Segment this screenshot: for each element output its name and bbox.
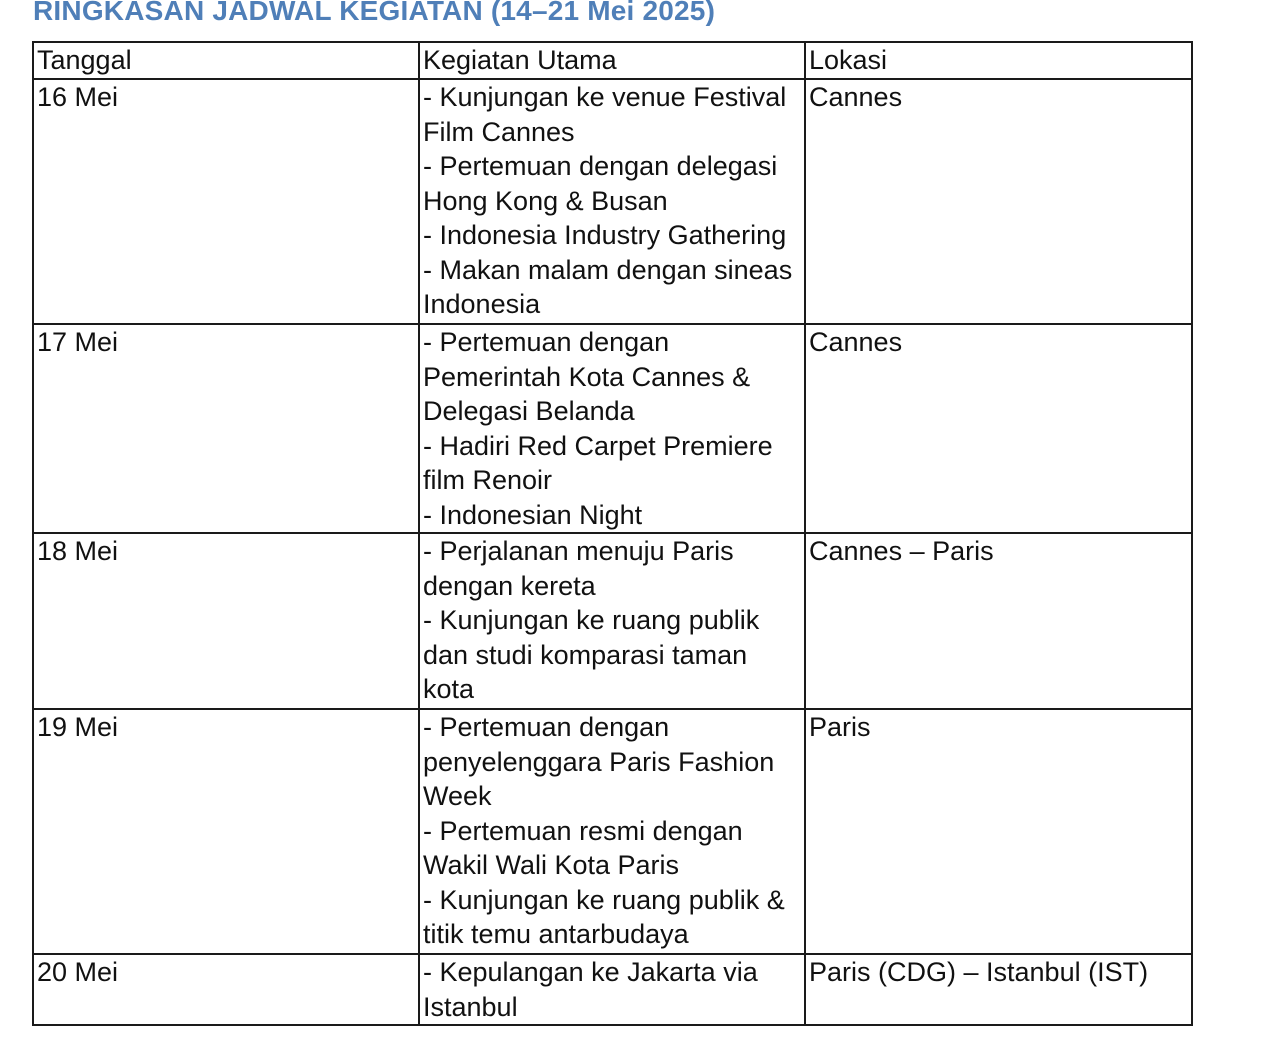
activity-item: - Kunjungan ke ruang publik dan studi komparasi taman kota bbox=[423, 605, 760, 704]
date-cell: 17 Mei bbox=[33, 324, 419, 533]
date-cell: 20 Mei bbox=[33, 954, 419, 1025]
activity-item: - Kepulangan ke Jakarta via Istanbul bbox=[423, 957, 758, 1022]
activity-item: - Indonesia Industry Gathering bbox=[423, 220, 787, 250]
table-row bbox=[33, 709, 1192, 954]
activity-item: - Perjalanan menuju Paris dengan kereta bbox=[423, 536, 734, 601]
header-activities: Kegiatan Utama bbox=[419, 42, 805, 79]
table-row bbox=[33, 79, 1192, 324]
activity-item: - Hadiri Red Carpet Premiere film Renoir bbox=[423, 430, 773, 495]
location-cell: Paris bbox=[805, 709, 1192, 954]
activities-cell bbox=[419, 533, 805, 709]
activity-item: - Pertemuan resmi dengan Wakil Wali Kota Paris bbox=[423, 815, 743, 880]
activity-item: - Pertemuan dengan Pemerintah Kota Cannes & Delegasi Belanda bbox=[423, 327, 751, 426]
location-cell: Cannes bbox=[805, 79, 1192, 324]
activities-cell bbox=[419, 79, 805, 324]
activity-item: - Indonesian Night bbox=[423, 499, 643, 530]
table-row bbox=[33, 954, 1192, 1025]
schedule-table bbox=[32, 41, 1193, 1026]
activity-item: - Kunjungan ke venue Festival Film Cannes bbox=[423, 82, 787, 147]
location-cell: Cannes – Paris bbox=[805, 533, 1192, 709]
activities-cell bbox=[419, 324, 805, 533]
table-header-row bbox=[33, 42, 1192, 79]
date-cell: 19 Mei bbox=[33, 709, 419, 954]
table-row bbox=[33, 533, 1192, 709]
location-cell: Cannes bbox=[805, 324, 1192, 533]
activity-item: - Pertemuan dengan penyelenggara Paris Fashion Week bbox=[423, 712, 775, 811]
location-cell: Paris (CDG) – Istanbul (IST) bbox=[805, 954, 1192, 1025]
activity-item: - Pertemuan dengan delegasi Hong Kong & Busan bbox=[423, 151, 778, 216]
activity-item: - Kunjungan ke ruang publik & titik temu antarbudaya bbox=[423, 884, 785, 949]
header-date: Tanggal bbox=[33, 42, 419, 79]
activity-item: - Makan malam dengan sineas Indonesia bbox=[423, 254, 793, 319]
table-row bbox=[33, 324, 1192, 533]
date-cell: 16 Mei bbox=[33, 79, 419, 324]
activities-cell bbox=[419, 954, 805, 1025]
header-location: Lokasi bbox=[805, 42, 1192, 79]
date-cell: 18 Mei bbox=[33, 533, 419, 709]
activities-cell bbox=[419, 709, 805, 954]
page-title: RINGKASAN JADWAL KEGIATAN (14–21 Mei 2025) bbox=[33, 0, 716, 26]
